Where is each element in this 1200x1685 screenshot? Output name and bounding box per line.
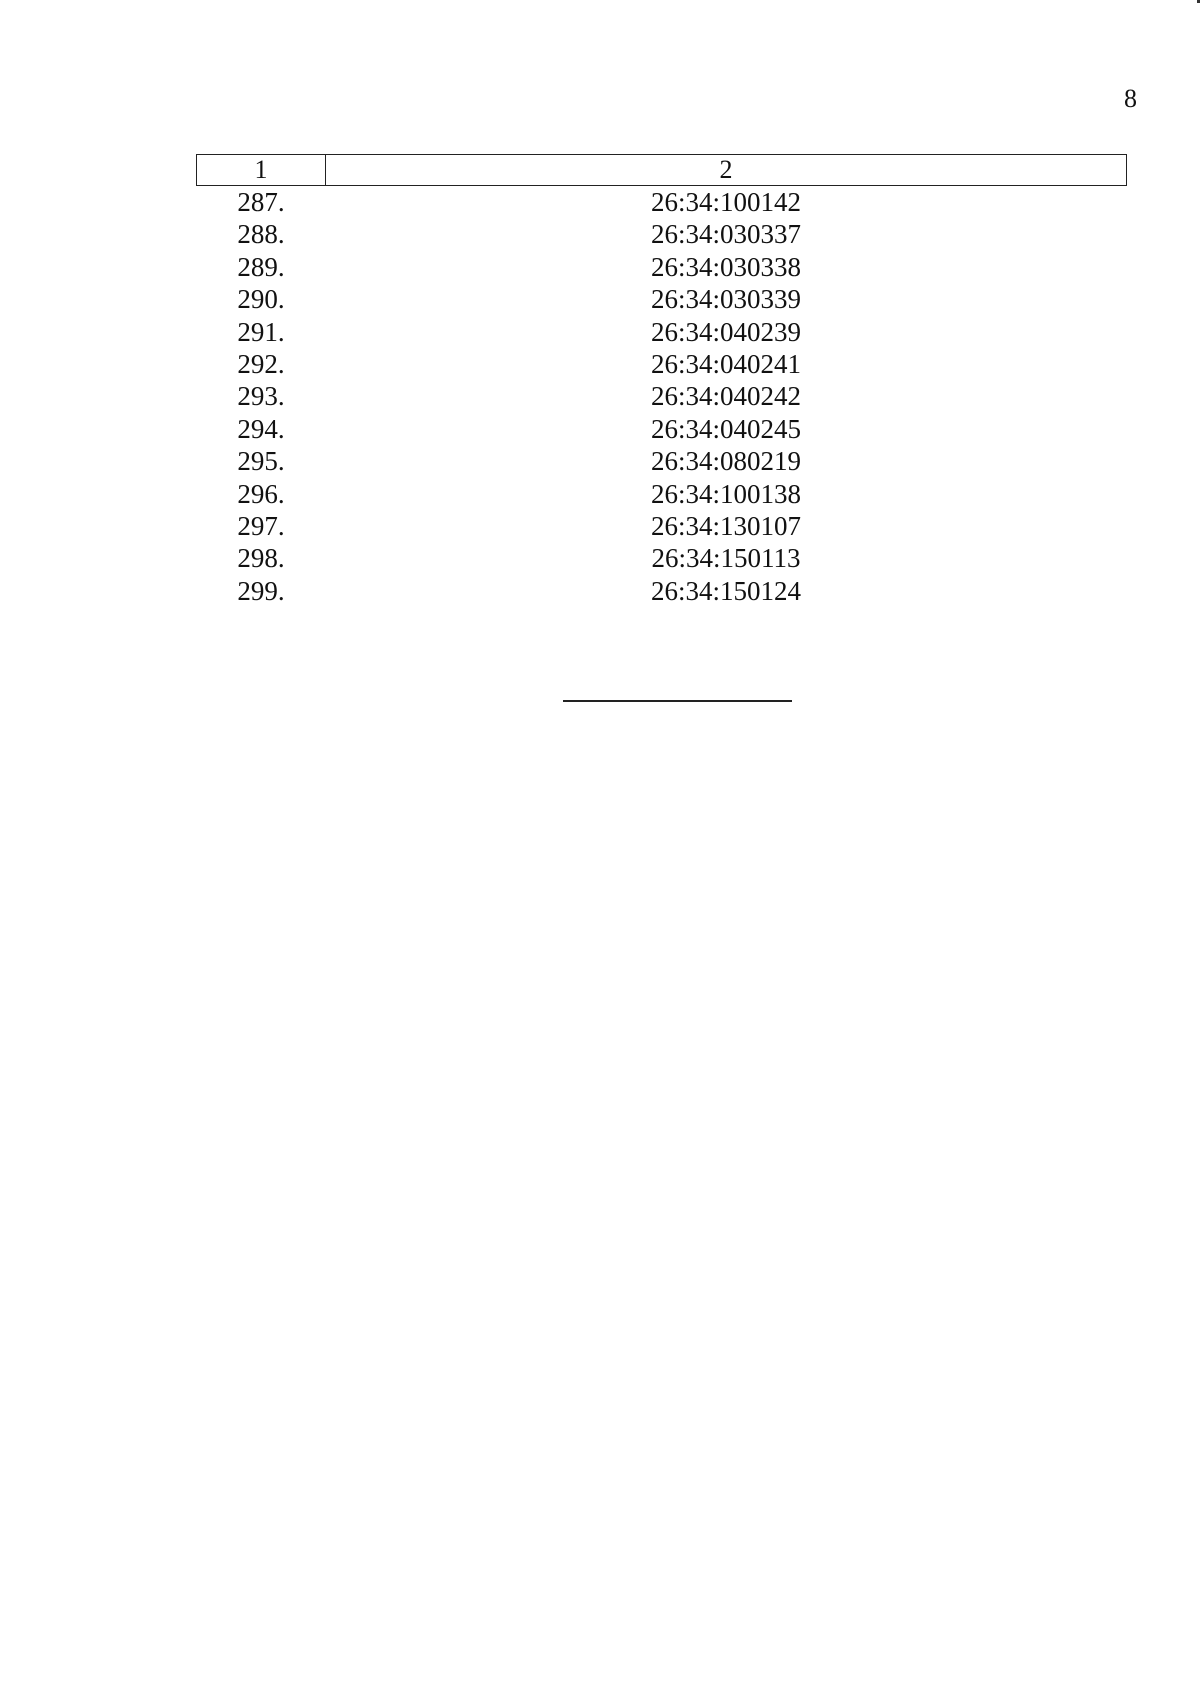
row-number: 298. xyxy=(237,543,285,574)
table-body xyxy=(197,186,1127,608)
cadastral-number: 26:34:030337 xyxy=(650,219,801,250)
cadastral-number: 26:34:040245 xyxy=(650,413,801,444)
cadastral-number: 26:34:040239 xyxy=(650,316,801,347)
row-number: 297. xyxy=(237,511,285,542)
row-number: 287. xyxy=(237,187,285,217)
page-number: 8 xyxy=(1124,84,1137,113)
table-row xyxy=(197,251,1127,283)
cadastral-number: 26:34:030338 xyxy=(650,251,801,282)
row-number: 288. xyxy=(237,219,285,250)
table-row xyxy=(197,218,1127,250)
cadastral-number-table xyxy=(196,154,1127,607)
row-number: 292. xyxy=(237,349,285,380)
table-row xyxy=(197,542,1127,574)
cadastral-number: 26:34:150113 xyxy=(651,543,801,574)
header-row xyxy=(197,155,1127,186)
row-number: 291. xyxy=(237,316,285,347)
table-header xyxy=(197,155,1127,186)
table-row xyxy=(197,316,1127,348)
table-row xyxy=(197,445,1127,477)
table-row xyxy=(197,575,1127,607)
table-row xyxy=(197,348,1127,380)
column-header-2: 2 xyxy=(326,155,1127,186)
table-row xyxy=(197,413,1127,445)
cadastral-number: 26:34:030339 xyxy=(650,284,801,315)
cadastral-number: 26:34:040242 xyxy=(650,381,801,412)
end-of-list-divider xyxy=(563,700,792,702)
cadastral-number: 26:34:080219 xyxy=(650,446,801,477)
cadastral-number: 26:34:100138 xyxy=(650,478,801,509)
table-row xyxy=(197,283,1127,315)
row-number: 299. xyxy=(237,575,285,606)
cadastral-number: 26:34:100142 xyxy=(650,187,801,217)
cadastral-number: 26:34:040241 xyxy=(650,349,801,380)
row-number: 289. xyxy=(237,251,285,282)
table-row xyxy=(197,478,1127,510)
table-row xyxy=(197,380,1127,412)
row-number: 290. xyxy=(237,284,285,315)
row-number: 293. xyxy=(237,381,285,412)
row-number: 296. xyxy=(237,478,285,509)
cadastral-number: 26:34:130107 xyxy=(650,511,801,542)
row-number: 294. xyxy=(237,413,285,444)
table-row xyxy=(197,186,1127,219)
column-header-1: 1 xyxy=(197,155,326,186)
cadastral-number: 26:34:150124 xyxy=(650,575,801,606)
row-number: 295. xyxy=(237,446,285,477)
table-row xyxy=(197,510,1127,542)
